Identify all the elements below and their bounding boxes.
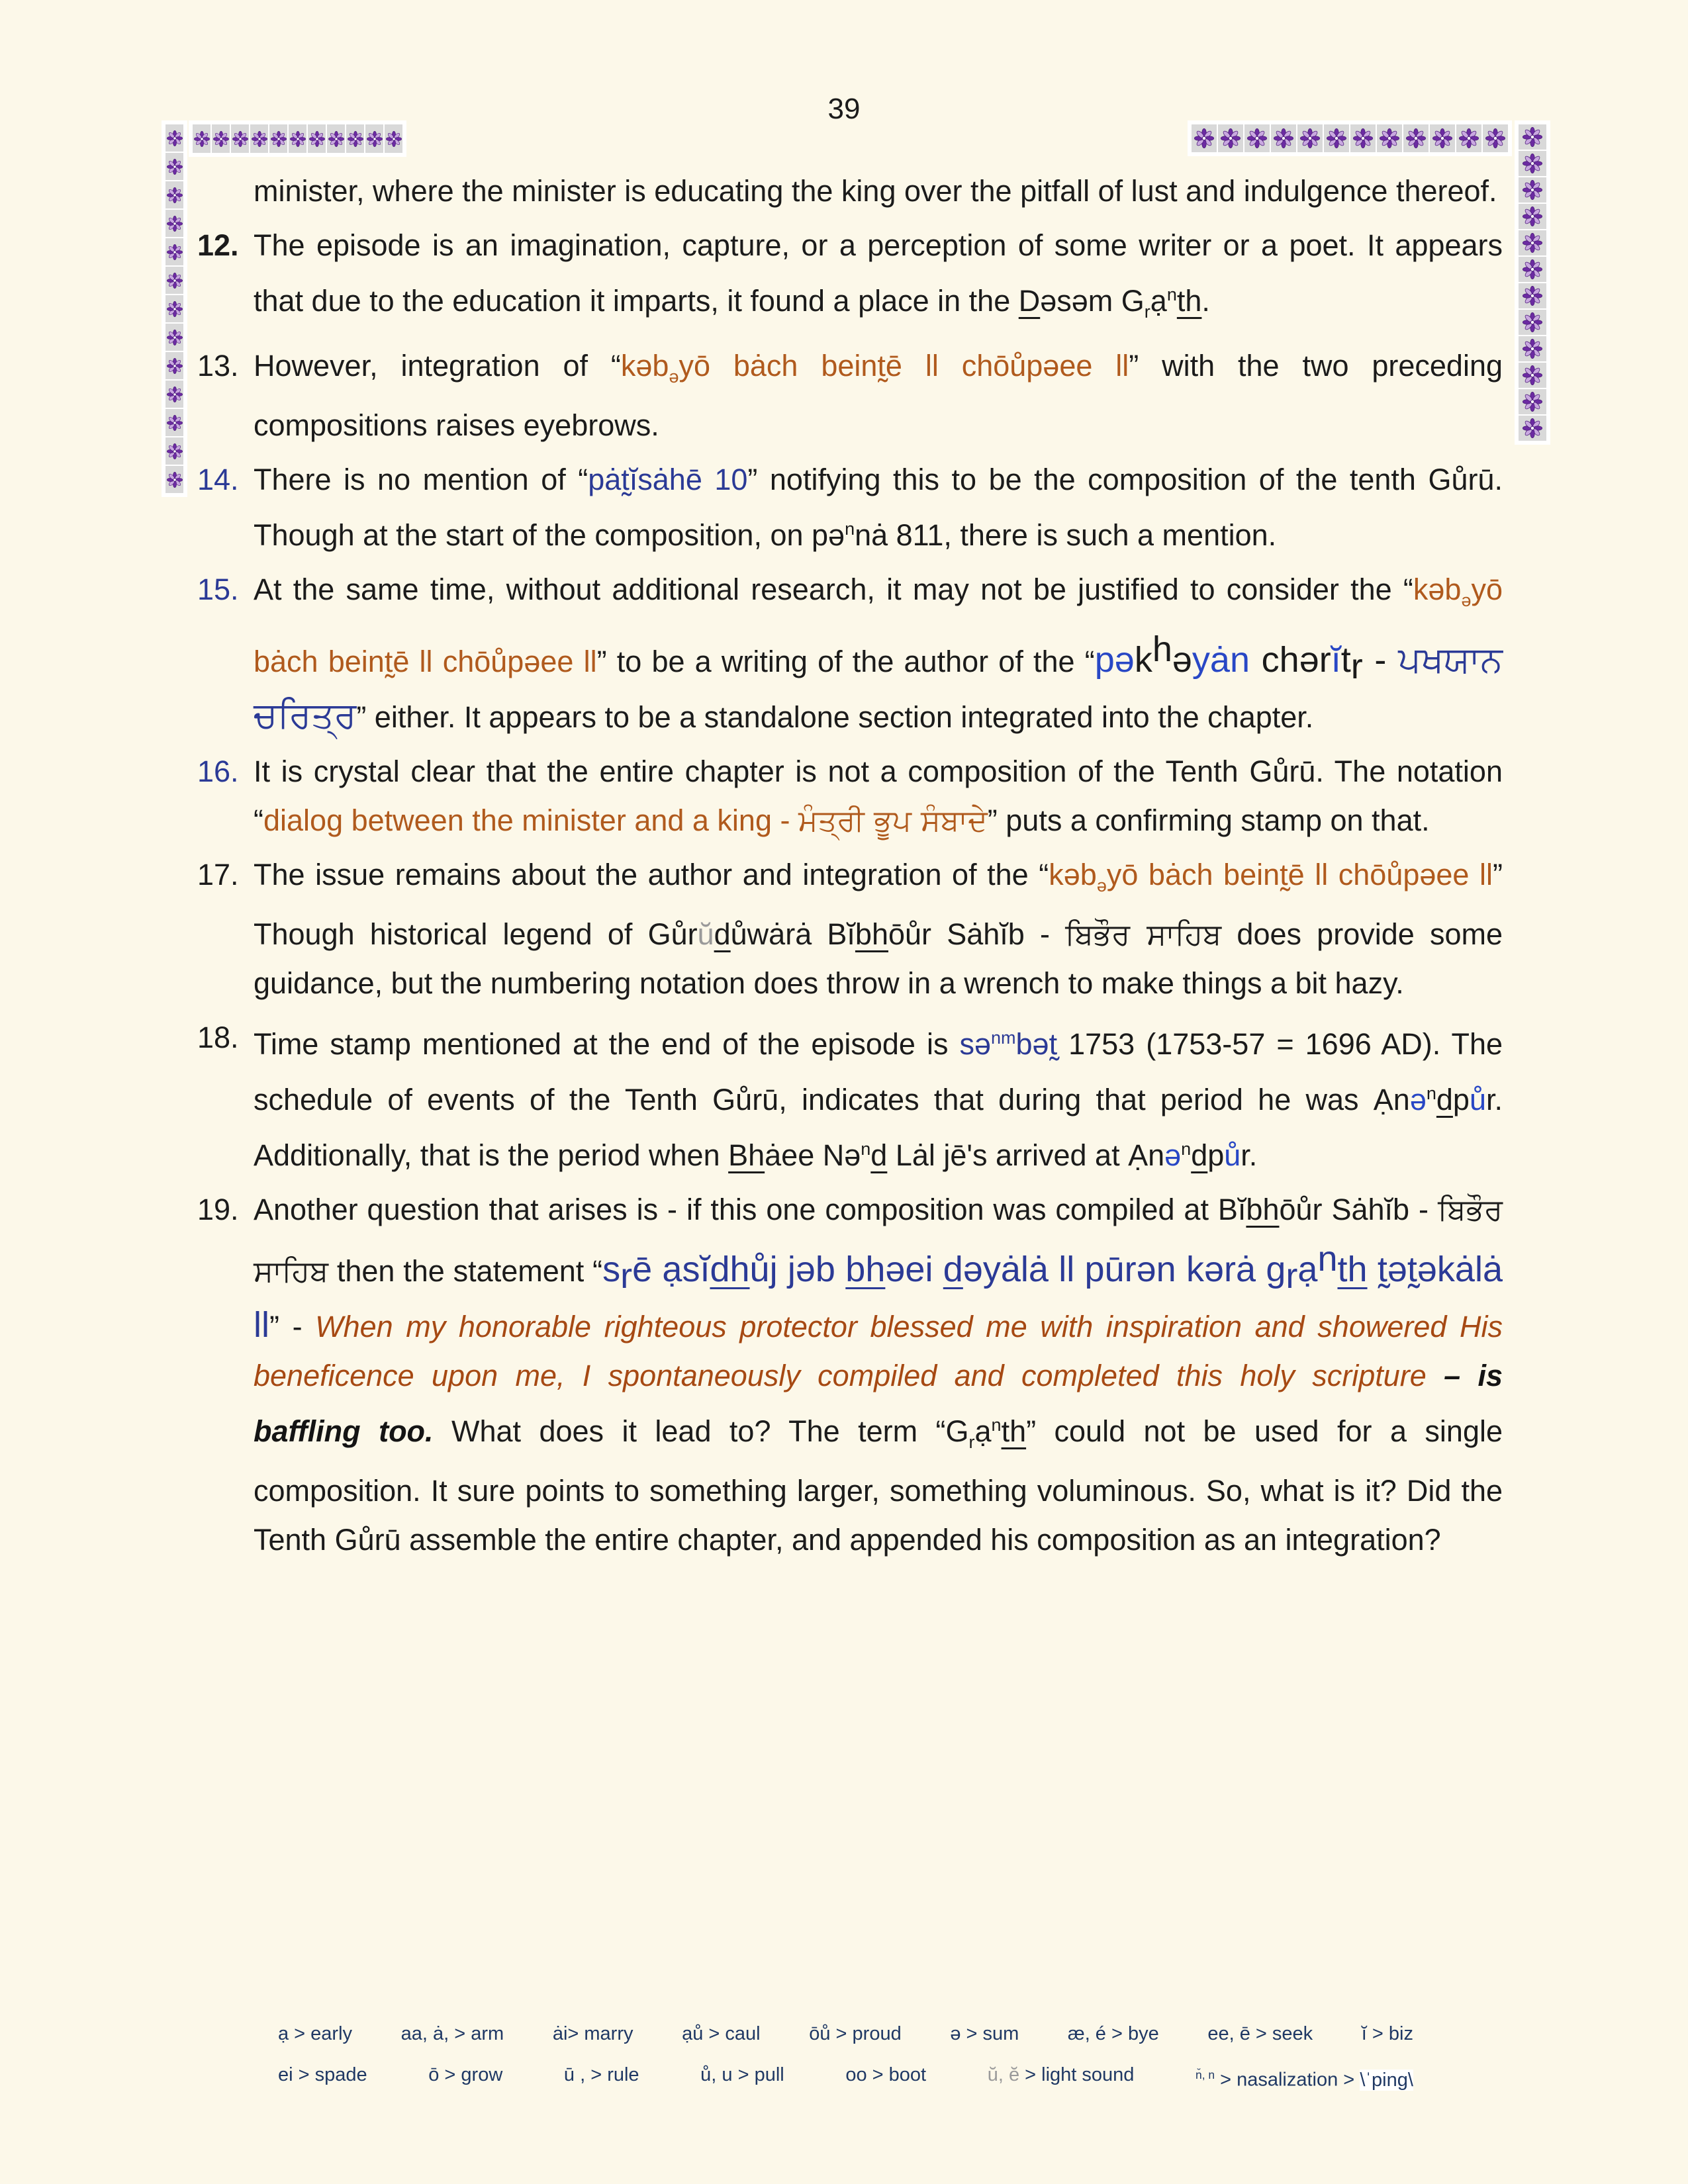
flower-ornament-icon <box>165 181 183 208</box>
flower-ornament-icon <box>165 381 183 408</box>
text-segment: ạ <box>1150 284 1167 318</box>
text-segment: ਬਿਭੌਰ ਸਾਹਿਬ <box>1065 917 1222 952</box>
item-text <box>254 341 1503 450</box>
item-text <box>254 850 1503 1008</box>
text-segment: nȧ 811, there is such a mention. <box>855 518 1277 552</box>
text-segment: bət̰ <box>1015 1027 1058 1061</box>
text-segment: ” with the two preceding compositions raises eyebrows. <box>254 349 1503 442</box>
text-segment: ůwȧrȧ Bĭ <box>730 917 855 951</box>
text-segment: h <box>1152 629 1172 669</box>
text-segment: th <box>1001 1414 1027 1448</box>
pronunciation-key-entry <box>401 2013 504 2054</box>
text-segment: r <box>968 1432 975 1452</box>
text-segment: - <box>1362 640 1399 680</box>
text-segment: oo > boot <box>845 2064 927 2085</box>
text-segment: ōůr Sȧhĭb - <box>888 917 1066 951</box>
text-segment: d <box>1436 1083 1453 1116</box>
text-segment: However, integration of “ <box>254 349 621 383</box>
text-segment: n <box>1426 1083 1436 1103</box>
text-segment: ŭ, ĕ <box>987 2064 1020 2085</box>
text-segment: sə <box>959 1027 992 1061</box>
text-segment: It is crystal clear that the entire chapter is not a composition of the Tenth Gůrū. The notation “ <box>254 754 1503 837</box>
text-segment: ȧee Nə <box>765 1138 861 1172</box>
text-segment: When my honorable righteous protector blessed me with inspiration and showered His beneficence upon me, I spontaneously compiled and completed this holy scripture <box>254 1310 1503 1392</box>
text-segment: bh <box>845 1250 886 1289</box>
list-item-13 <box>197 341 1503 450</box>
pronunciation-key-entry <box>564 2054 639 2101</box>
flower-ornament-icon <box>327 124 345 153</box>
pronunciation-key-entry <box>278 2013 352 2054</box>
text-segment: Another question that arises is - if this one composition was compiled at Bĭ <box>254 1193 1246 1226</box>
text-segment: n <box>1317 1239 1338 1279</box>
text-segment: ů <box>1469 1083 1486 1116</box>
text-segment: r <box>1144 302 1150 322</box>
text-segment: The episode is an imagination, capture, or a perception of some writer or a poet. It appears that due to the education it imparts, it found a place in the <box>254 228 1503 318</box>
list-item-18 <box>197 1013 1503 1180</box>
text-segment: bh <box>855 917 888 951</box>
text-segment: bh <box>1246 1193 1280 1226</box>
text-segment: ə <box>1164 1138 1182 1172</box>
text-segment: Time stamp mentioned at the end of the episode is <box>254 1027 960 1061</box>
pronunciation-key-entry <box>1196 2054 1413 2101</box>
flower-ornament-icon <box>1519 363 1546 388</box>
text-segment: k <box>1134 640 1152 680</box>
text-segment: t̰ət̰əkȧlȧ ll <box>254 1250 1503 1345</box>
text-segment: n̆, n <box>1196 2068 1215 2081</box>
paragraph-continuation <box>197 167 1503 216</box>
text-segment: r. <box>1241 1138 1258 1172</box>
text-segment: əsəm G <box>1040 284 1145 318</box>
ornament-strip-right-column <box>1515 120 1550 445</box>
flower-ornament-icon <box>1519 283 1546 308</box>
flower-ornament-icon <box>1377 124 1402 152</box>
pronunciation-guide-row-2 <box>278 2054 1413 2101</box>
pronunciation-key-entry <box>809 2013 901 2054</box>
flower-ornament-icon <box>1483 124 1508 152</box>
list-item-14 <box>197 455 1503 560</box>
flower-ornament-icon <box>365 124 383 153</box>
document-body <box>197 167 1503 1570</box>
text-segment: ” - <box>269 1310 316 1343</box>
text-segment: kəb <box>1049 858 1097 891</box>
flower-ornament-icon <box>1430 124 1455 152</box>
flower-ornament-icon <box>1324 124 1349 152</box>
flower-ornament-icon <box>1519 151 1546 176</box>
text-segment: ee, ē > seek <box>1207 2023 1313 2044</box>
pronunciation-key-entry <box>1362 2013 1413 2054</box>
flower-ornament-icon <box>1456 124 1481 152</box>
text-segment: p <box>1207 1138 1225 1172</box>
text-segment: t <box>1340 640 1351 680</box>
text-segment: ” to be a writing of the author of the “ <box>596 645 1095 678</box>
text-segment: d <box>1191 1138 1208 1172</box>
text-segment: > light sound <box>1019 2064 1135 2085</box>
text-segment: There is no mention of “ <box>254 463 588 496</box>
flower-ornament-icon <box>1192 124 1217 152</box>
flower-ornament-icon <box>1519 336 1546 361</box>
text-segment: n <box>991 1415 1002 1435</box>
text-segment: dh <box>710 1250 750 1289</box>
flower-ornament-icon <box>250 124 268 153</box>
item-number: 12. <box>197 228 239 262</box>
item-number: 16. <box>197 754 239 788</box>
list-item-19 <box>197 1185 1503 1565</box>
text-segment: ů, u > pull <box>700 2064 784 2085</box>
text-segment: n <box>861 1139 871 1159</box>
flower-ornament-icon <box>165 437 183 465</box>
text-segment: ůj jəb <box>749 1250 846 1289</box>
item-text <box>254 747 1503 845</box>
flower-ornament-icon <box>1519 124 1546 150</box>
text-segment: th <box>1337 1250 1368 1289</box>
text-segment: pȧt̰ĭsȧhē 10 <box>588 463 748 496</box>
text-segment: ə <box>669 367 679 387</box>
text-segment: ĭ > biz <box>1361 2023 1413 2044</box>
text-segment: dialog between the minister and a king - <box>263 803 798 837</box>
text-segment: ů <box>1224 1138 1241 1172</box>
text-segment: ạ <box>974 1414 992 1448</box>
flower-ornament-icon <box>231 124 249 153</box>
flower-ornament-icon <box>165 124 183 152</box>
text-segment: ạ <box>1297 1250 1318 1289</box>
text-segment: æ, é > bye <box>1067 2023 1159 2044</box>
item-number: 13. <box>197 349 239 383</box>
flower-ornament-icon <box>1403 124 1429 152</box>
pronunciation-key-entry <box>1207 2013 1313 2054</box>
list-item-12 <box>197 221 1503 336</box>
flower-ornament-icon <box>1519 204 1546 229</box>
text-segment: ạ > early <box>278 2023 353 2044</box>
pronunciation-key-entry <box>845 2054 926 2101</box>
flower-ornament-icon <box>165 466 183 493</box>
text-segment: ei > spade <box>278 2064 367 2085</box>
list-item-15 <box>197 565 1503 742</box>
numbered-list <box>197 221 1503 1565</box>
text-segment: nm <box>991 1028 1016 1048</box>
text-segment: n <box>1166 285 1177 304</box>
text-segment: ōůr Sȧhĭb - <box>1279 1193 1438 1226</box>
text-segment: kəb <box>620 349 669 383</box>
pronunciation-guide <box>278 2013 1413 2101</box>
text-segment: aa, ȧ, > arm <box>400 2023 504 2044</box>
text-segment: ” either. It appears to be a standalone section integrated into the chapter. <box>356 700 1314 734</box>
flower-ornament-icon <box>165 295 183 322</box>
text-segment: 1753 (1753-57 = 1696 AD). The schedule of events of the Tenth Gůrū, indicates that during that period he was Ạn <box>254 1027 1503 1116</box>
text-segment: ə <box>1172 640 1192 680</box>
text-segment: r <box>1350 647 1363 686</box>
flower-ornament-icon <box>1519 389 1546 414</box>
ornament-strip-top-right-row <box>1188 120 1512 156</box>
text-segment: ” could not be used for a single composition. It sure points to something larger, something voluminous. So, what is it? Did the Tenth Gůrū assemble the entire chapter, and appended his composition as an integration? <box>254 1414 1503 1557</box>
page-number: 39 <box>827 93 861 125</box>
text-segment: ” notifying this to be the composition of the tenth Gůrū. Though at the start of the composition, on pə <box>254 463 1503 552</box>
item-number: 19. <box>197 1193 239 1226</box>
pronunciation-key-entry <box>278 2054 367 2101</box>
text-segment: ū , > rule <box>563 2064 639 2085</box>
text-segment: ਬਿਭੌਰ ਸਾਹਿਬ <box>254 1192 1503 1289</box>
text-segment: > nasalization > <box>1215 2069 1360 2091</box>
text-segment: D <box>1018 284 1041 318</box>
text-segment: ō > grow <box>428 2064 503 2085</box>
text-segment: At the same time, without additional research, it may not be justified to consider the “ <box>254 572 1413 606</box>
text-segment: What does it lead to? The term “G <box>433 1414 969 1448</box>
item-text <box>254 455 1503 560</box>
text-segment: s <box>602 1250 621 1289</box>
flower-ornament-icon <box>165 153 183 180</box>
text-segment: r <box>620 1256 633 1296</box>
text-segment: d <box>870 1138 888 1172</box>
list-item-16 <box>197 747 1503 845</box>
text-segment: ōů > proud <box>809 2023 902 2044</box>
flower-ornament-icon <box>165 210 183 237</box>
pronunciation-key-entry <box>988 2054 1135 2101</box>
flower-ornament-icon <box>165 267 183 294</box>
text-segment: . <box>1201 284 1210 318</box>
flower-ornament-icon <box>346 124 364 153</box>
flower-ornament-icon <box>1519 310 1546 335</box>
ornament-strip-left-column <box>162 120 187 497</box>
flower-ornament-icon <box>193 124 211 153</box>
pronunciation-key-entry <box>1068 2013 1159 2054</box>
text-segment: Lȧl jē's arrived at Ạn <box>887 1138 1165 1172</box>
text-segment: ĭ <box>1331 640 1341 680</box>
text-segment: ə > sum <box>950 2023 1019 2044</box>
text-segment: kəb <box>1413 572 1462 606</box>
pronunciation-guide-row-1 <box>278 2013 1413 2054</box>
item-text <box>254 221 1503 336</box>
text-segment: ə <box>1461 590 1472 610</box>
text-segment: pə <box>1094 640 1135 680</box>
text-segment: ਪਖਯਾਨ ਚਰਿਤ੍ਰ <box>254 639 1503 736</box>
pronunciation-key-entry <box>700 2054 784 2101</box>
flower-ornament-icon <box>1519 257 1546 282</box>
text-segment: yō bȧch beint̰ē ll chōůpəee ll <box>1106 858 1493 891</box>
text-segment: then the statement “ <box>328 1254 603 1288</box>
text-segment: ạů > caul <box>682 2023 761 2044</box>
text-segment: yō bȧch beint̰ē ll chōůpəee ll <box>254 572 1503 678</box>
flower-ornament-icon <box>1519 416 1546 441</box>
item-number: 18. <box>197 1021 239 1054</box>
flower-ornament-icon <box>385 124 402 153</box>
text-segment: ਮੰਤ੍ਰੀ ਭੂਪ ਸੰਬਾਦੇ <box>798 803 988 838</box>
text-segment: \ˈping\ <box>1360 2069 1413 2091</box>
text-segment: ŭ <box>697 917 714 951</box>
flower-ornament-icon <box>1218 124 1243 152</box>
item-text <box>254 565 1503 742</box>
text-segment: yō bȧch beint̰ē ll chōůpəee ll <box>679 349 1129 383</box>
list-item-17 <box>197 850 1503 1008</box>
flower-ornament-icon <box>165 238 183 265</box>
flower-ornament-icon <box>1271 124 1296 152</box>
item-number: 14. <box>197 463 239 496</box>
flower-ornament-icon <box>1297 124 1323 152</box>
text-segment: yȧn <box>1192 640 1250 680</box>
text-segment: ” puts a confirming stamp on that. <box>987 803 1430 837</box>
text-segment: r <box>1286 1256 1298 1296</box>
flower-ornament-icon <box>1519 177 1546 203</box>
item-number: 17. <box>197 858 239 891</box>
text-segment: The issue remains about the author and integration of the “ <box>254 858 1049 891</box>
text-segment: ə <box>1096 876 1107 895</box>
text-segment: does provide some guidance, but the numbering notation does throw in a wrench to make things a bit hazy. <box>254 917 1503 1000</box>
text-segment: ” Though historical legend of Gůr <box>254 858 1503 951</box>
text-segment: n <box>845 519 855 539</box>
pronunciation-key-entry <box>553 2013 633 2054</box>
text-segment: əyȧlȧ ll pūrən kərȧ g <box>962 1250 1286 1289</box>
pronunciation-key-entry <box>682 2013 761 2054</box>
text-segment: th <box>1176 284 1202 318</box>
item-text <box>254 1013 1503 1180</box>
flower-ornament-icon <box>1350 124 1376 152</box>
pronunciation-key-entry <box>428 2054 502 2101</box>
text-segment: ȧi> marry <box>552 2023 633 2044</box>
ornament-strip-top-left-row <box>189 120 406 157</box>
text-segment: ē ạsĭ <box>632 1250 710 1289</box>
text-segment: d <box>943 1250 963 1289</box>
text-segment: r. Additionally, that is the period when <box>254 1083 1503 1172</box>
flower-ornament-icon <box>289 124 306 153</box>
text-segment: p <box>1452 1083 1470 1116</box>
flower-ornament-icon <box>165 409 183 436</box>
pronunciation-key-entry <box>950 2013 1019 2054</box>
flower-ornament-icon <box>212 124 230 153</box>
item-text <box>254 1185 1503 1565</box>
text-segment: minister, where the minister is educating the king over the pitfall of lust and indulgence thereof. <box>254 174 1497 208</box>
flower-ornament-icon <box>269 124 287 153</box>
flower-ornament-icon <box>1244 124 1270 152</box>
text-segment: əei <box>885 1250 943 1289</box>
flower-ornament-icon <box>165 352 183 379</box>
text-segment: d <box>714 917 731 951</box>
flower-ornament-icon <box>1519 230 1546 255</box>
flower-ornament-icon <box>165 324 183 351</box>
text-segment: ə <box>1409 1083 1427 1116</box>
item-number: 15. <box>197 572 239 606</box>
text-segment: chər <box>1249 640 1331 680</box>
text-segment: – is baffling too. <box>254 1359 1503 1448</box>
text-segment: n <box>1181 1139 1192 1159</box>
text-segment: Bh <box>728 1138 765 1172</box>
flower-ornament-icon <box>308 124 326 153</box>
